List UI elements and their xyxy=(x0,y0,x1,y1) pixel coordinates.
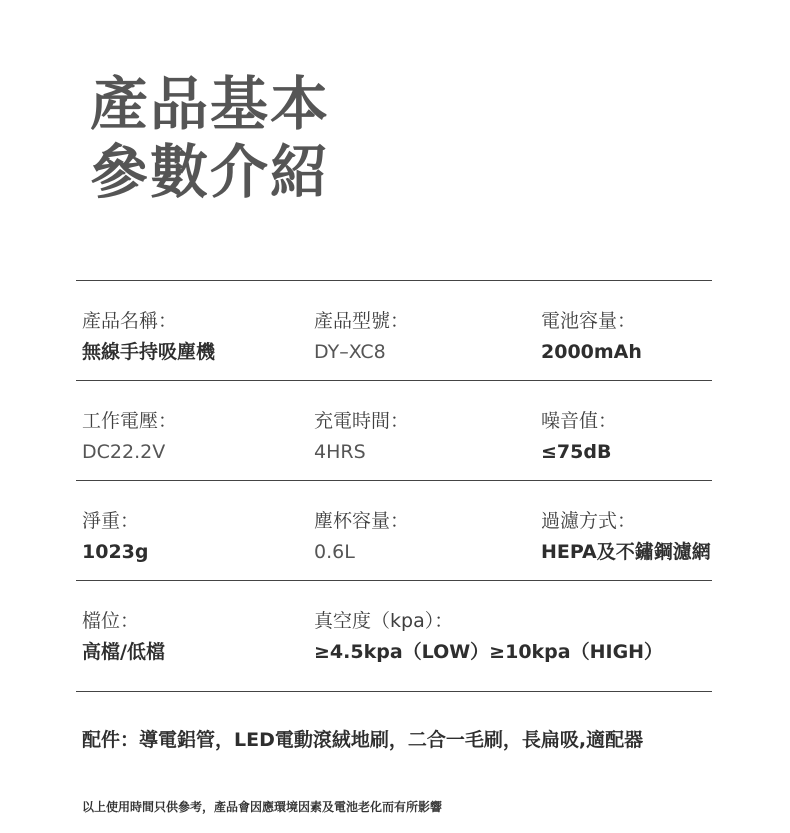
spec-cell-battery xyxy=(535,281,712,380)
spec-value: ≤75dB xyxy=(541,441,612,463)
spec-value: 2000mAh xyxy=(541,341,642,363)
spec-cell-charge-time xyxy=(308,381,535,480)
spec-row-3 xyxy=(76,481,712,581)
spec-row-2 xyxy=(76,381,712,481)
spec-label: 真空度（kpa）： xyxy=(314,610,454,632)
title-line-2: 參數介紹 xyxy=(90,138,331,206)
spec-cell-product-name xyxy=(76,281,308,380)
spec-cell-voltage xyxy=(76,381,308,480)
spec-cell-filter xyxy=(535,481,712,580)
spec-label: 塵杯容量： xyxy=(314,510,410,532)
title-line-1: 產品基本 xyxy=(90,70,331,138)
spec-label: 淨重： xyxy=(82,510,140,532)
page-title xyxy=(90,70,330,206)
spec-cell-model xyxy=(308,281,535,380)
spec-label: 工作電壓： xyxy=(82,410,178,432)
spec-cell-vacuum xyxy=(308,581,712,691)
spec-cell-gear xyxy=(76,581,308,691)
spec-row-4 xyxy=(76,581,712,692)
spec-value: 0.6L xyxy=(314,541,355,563)
spec-cell-dust-cup xyxy=(308,481,535,580)
spec-label: 噪音值： xyxy=(541,410,618,432)
spec-label: 電池容量： xyxy=(541,310,637,332)
spec-value: DC22.2V xyxy=(82,441,166,463)
spec-label: 過濾方式： xyxy=(541,510,637,532)
accessories-text: 配件：導電鋁管，LED電動滾絨地刷，二合一毛刷，長扁吸,適配器 xyxy=(82,729,644,751)
spec-value: 4HRS xyxy=(314,441,366,463)
spec-label: 產品型號： xyxy=(314,310,410,332)
spec-value: 高檔/低檔 xyxy=(82,641,165,663)
spec-table xyxy=(76,280,712,692)
spec-label: 產品名稱： xyxy=(82,310,178,332)
spec-value: HEPA及不鏽鋼濾網 xyxy=(541,541,711,563)
spec-row-1 xyxy=(76,281,712,381)
spec-value: 1023g xyxy=(82,541,149,563)
spec-value: ≥4.5kpa（LOW）≥10kpa（HIGH） xyxy=(314,641,664,663)
spec-cell-noise xyxy=(535,381,712,480)
spec-label: 充電時間： xyxy=(314,410,410,432)
spec-value: DY–XC8 xyxy=(314,341,386,363)
spec-value: 無線手持吸塵機 xyxy=(82,341,216,363)
usage-note: 以上使用時間只供參考，產品會因應環境因素及電池老化而有所影響 xyxy=(82,800,443,814)
spec-label: 檔位： xyxy=(82,610,140,632)
spec-cell-weight xyxy=(76,481,308,580)
